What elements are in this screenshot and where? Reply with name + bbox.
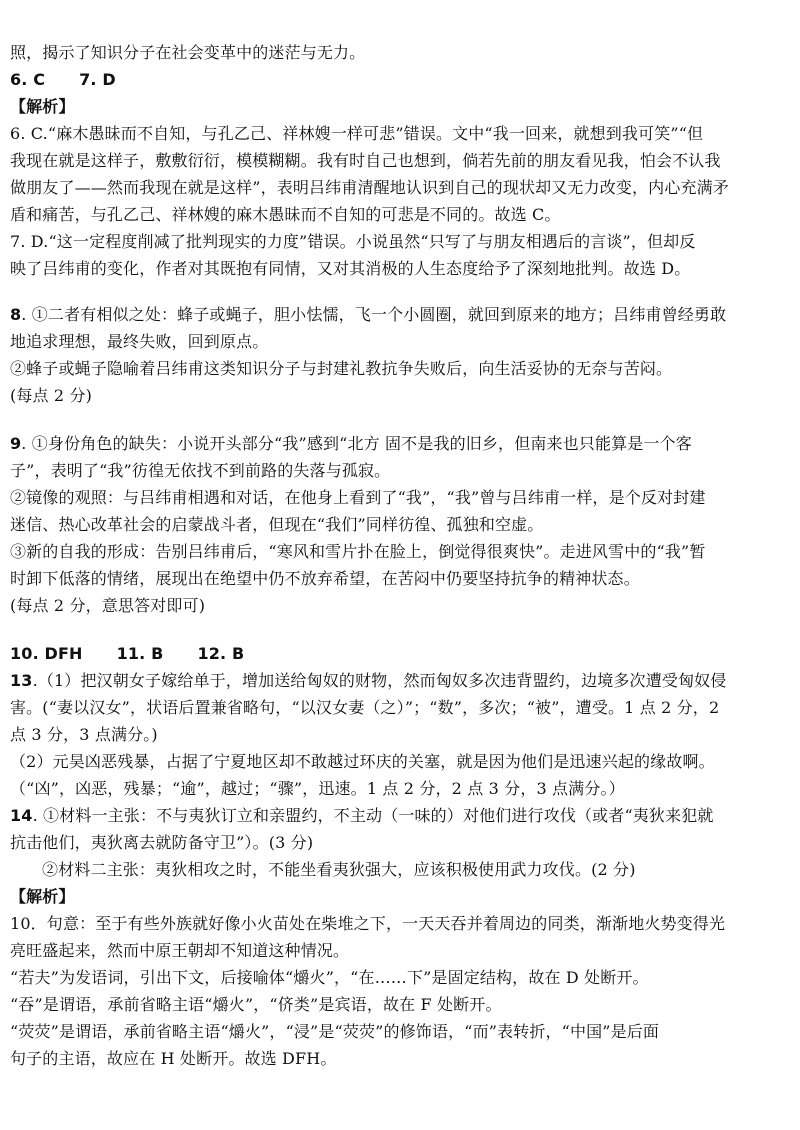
text-line: 抗击他们，夷狄离去就防备守卫”）。(3 分) <box>10 833 314 852</box>
text-line: 做朋友了——然而我现在就是这样”，表明吕纬甫清醒地认识到自己的现状却又无力改变，内心充满矛 <box>10 178 729 197</box>
text-line: ②镜像的观照：与吕纬甫相遇和对话，在他身上看到了“我”，“我”曾与吕纬甫一样，是个反对封建 <box>10 488 706 507</box>
analysis-heading: 【解析】 <box>10 97 75 116</box>
text-line: 映了吕纬甫的变化，作者对其既抱有同情，又对其消极的人生态度给予了深刻地批判。故选 D。 <box>10 259 691 278</box>
text-line: 亮旺盛起来，然而中原王朝却不知道这种情况。 <box>10 941 350 960</box>
text-line: ②蜂子或蝇子隐喻着吕纬甫这类知识分子与封建礼教抗争失败后，向生活妥协的无奈与苦闷。 <box>10 359 673 378</box>
answer-12: 12. B <box>197 644 245 663</box>
text-span: . ①二者有相似之处：蜂子或蝇子，胆小怯懦，飞一个小圆圈，就回到原来的地方；吕纬甫曾经勇敢 <box>21 305 727 324</box>
text-line: 害。(“妻以汉女”，状语后置兼省略句，“以汉女妻（之）”；“数”，多次；“被”，遭受。1 点 2 分，2 <box>10 698 720 717</box>
score-note: (每点 2 分，意思答对即可) <box>10 596 206 615</box>
text-line: “若夫”为发语词，引出下文，后接喻体“爝火”，“在……下”是固定结构，故在 D 处断开。 <box>10 968 649 987</box>
text-line: ②材料二主张：夷狄相攻之时，不能坐看夷狄强大，应该积极使用武力攻伐。(2 分) <box>42 860 636 879</box>
text-line: “荧荧”是谓语，承前省略主语“爝火”，“浸”是“荧荧”的修饰语，“而”表转折，“中国”是后面 <box>10 1022 660 1041</box>
question-8-line <box>10 304 726 326</box>
text-span: . ①材料一主张：不与夷狄订立和亲盟约，不主动（一味的）对他们进行攻伐（或者“夷狄来犯就 <box>32 806 714 825</box>
question-14-line <box>10 805 714 827</box>
text-line: ③新的自我的形成：告别吕纬甫后，“寒风和雪片扑在脸上，倒觉得很爽快”。走进风雪中的“我”暂 <box>10 542 706 561</box>
text-line: “吞”是谓语，承前省略主语“爝火”，“侪类”是宾语，故在 F 处断开。 <box>10 995 502 1014</box>
question-number: 14 <box>10 806 33 825</box>
text-line: 6. C.“麻木愚昧而不自知，与孔乙己、祥林嫂一样可悲”错误。文中“我一回来，就想到我可笑”“但 <box>10 124 704 143</box>
text-line: 子”，表明了“我”彷徨无依找不到前路的失落与孤寂。 <box>10 461 391 480</box>
question-number: 9 <box>10 434 22 453</box>
text-line: 我现在就是这样子，敷敷衍衍，模模糊糊。我有时自己也想到，倘若先前的朋友看见我，怕会不认我 <box>10 151 721 170</box>
text-line: 迷信、热心改革社会的启蒙战斗者，但现在“我们”同样彷徨、孤独和空虚。 <box>10 515 544 534</box>
text-line: 时卸下低落的情绪，展现出在绝望中仍不放弃希望，在苦闷中仍要坚持抗争的精神状态。 <box>10 569 640 588</box>
text-line: 7. D.“这一定程度削减了批判现实的力度”错误。小说虽然“只写了与朋友相遇后的言谈”，但却反 <box>10 232 696 251</box>
question-number: 13 <box>10 671 33 690</box>
text-span: .（1）把汉朝女子嫁给单于，增加送给匈奴的财物，然而匈奴多次违背盟约，边境多次遭受匈奴侵 <box>32 671 727 690</box>
answer-7: 7. D <box>79 70 116 89</box>
answer-11: 11. B <box>116 644 164 663</box>
text-line: 10．句意：至于有些外族就好像小火苗处在柴堆之下，一天天吞并着周边的同类，渐渐地火势变得光 <box>10 914 726 933</box>
text-line: 点 3 分，3 点满分。) <box>10 725 158 744</box>
question-number: 8 <box>10 305 22 324</box>
answer-row-10-12 <box>10 643 244 665</box>
score-note: (每点 2 分) <box>10 386 93 405</box>
text-line: 句子的主语，故应在 H 处断开。故选 DFH。 <box>10 1049 337 1068</box>
text-line: （“凶”，凶恶，残暴；“逾”，越过；“骤”，迅速。1 点 2 分，2 点 3 分，3 点满分。） <box>10 779 625 798</box>
text-line: （2）元昊凶恶残暴，占据了宁夏地区却不敢越过环庆的关塞，就是因为他们是迅速兴起的缘故啊。 <box>10 752 715 771</box>
answer-6: 6. C <box>10 70 46 89</box>
question-13-line <box>10 670 726 692</box>
answer-10: 10. DFH <box>10 644 83 663</box>
analysis-heading: 【解析】 <box>10 887 75 906</box>
text-span: . ①身份角色的缺失：小说开头部分“我”感到“北方 固不是我的旧乡，但南来也只能算是一个客 <box>21 434 692 453</box>
question-9-line <box>10 433 692 455</box>
text-line: 盾和痛苦，与孔乙己、祥林嫂的麻木愚昧而不自知的可悲是不同的。故选 C。 <box>10 205 561 224</box>
answer-row-6-7 <box>10 69 116 91</box>
text-line: 照，揭示了知识分子在社会变革中的迷茫与无力。 <box>10 43 366 62</box>
text-line: 地追求理想，最终失败，回到原点。 <box>10 332 269 351</box>
